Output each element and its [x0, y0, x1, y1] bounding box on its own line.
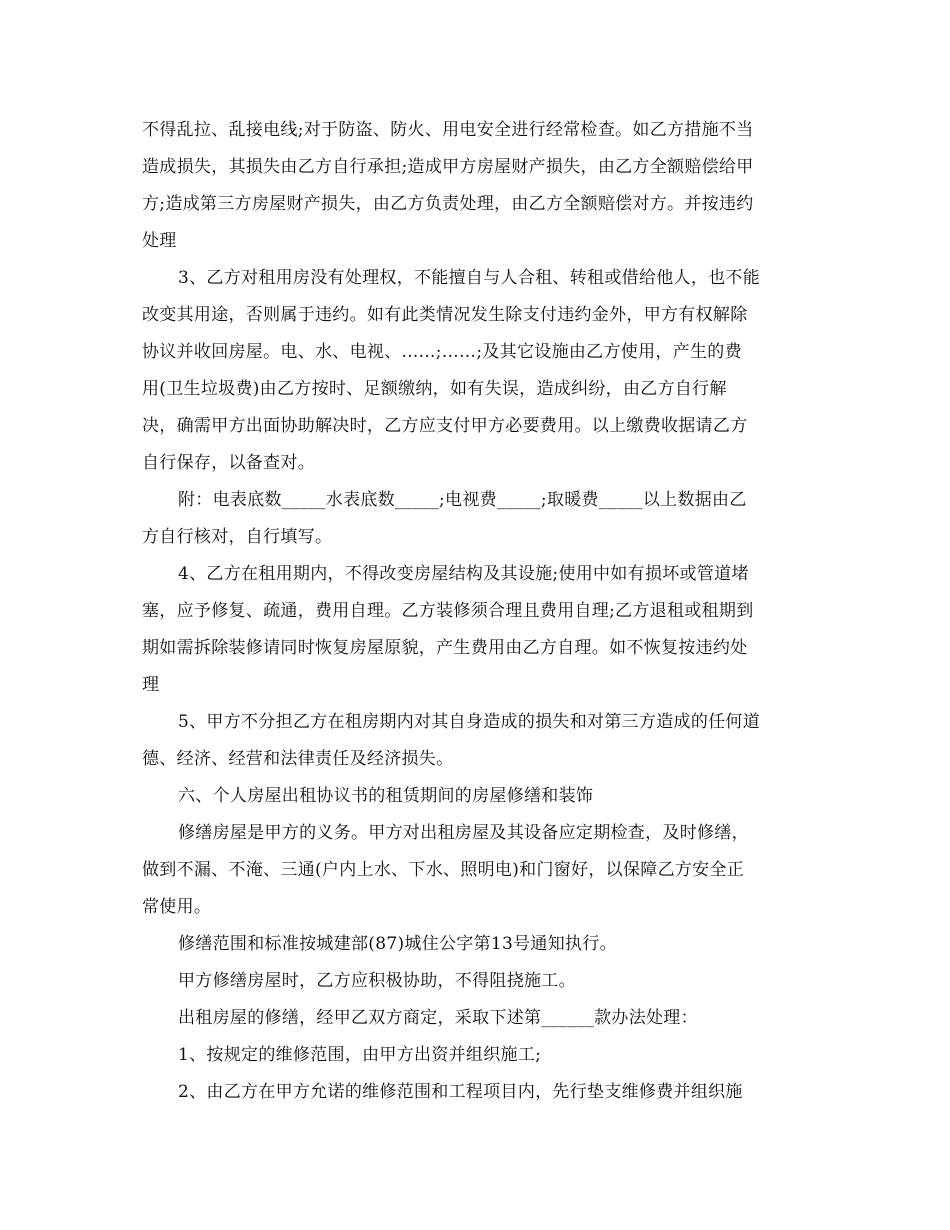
text-line: 1、按规定的维修范围，由甲方出资并组织施工; — [178, 1045, 542, 1065]
text-line: 决，确需甲方出面协助解决时，乙方应支付甲方必要费用。以上缴费收据请乙方 — [142, 416, 748, 436]
text-line: 常使用。 — [142, 897, 212, 917]
text-line: 2、由乙方在甲方允诺的维修范围和工程项目内，先行垫支维修费并组织施 — [178, 1082, 743, 1102]
text-line: 做到不漏、不淹、三通(户内上水、下水、照明电)和门窗好，以保障乙方安全正 — [142, 860, 745, 880]
text-line: 不得乱拉、乱接电线;对于防盗、防火、用电安全进行经常检查。如乙方措施不当 — [142, 120, 754, 140]
text-line: 方自行核对，自行填写。 — [142, 527, 333, 547]
text-line: 5、甲方不分担乙方在租房期内对其自身造成的损失和对第三方造成的任何道 — [178, 712, 761, 732]
text-line: 修缮房屋是甲方的义务。甲方对出租房屋及其设备应定期检查，及时修缮， — [178, 823, 749, 843]
text-line: 德、经济、经营和法律责任及经济损失。 — [142, 749, 454, 769]
text-line: 自行保存，以备查对。 — [142, 453, 315, 473]
text-line: 修缮范围和标准按城建部(87)城住公字第13号通知执行。 — [178, 934, 617, 954]
text-line: 理 — [142, 675, 160, 695]
text-line: 4、乙方在租用期内，不得改变房屋结构及其设施;使用中如有损坏或管道堵 — [178, 564, 749, 584]
text-line: 用(卫生垃圾费)由乙方按时、足额缴纳，如有失误，造成纠纷，由乙方自行解 — [142, 379, 727, 399]
text-line: 期如需拆除装修请同时恢复房屋原貌，产生费用由乙方自理。如不恢复按违约处 — [142, 638, 748, 658]
text-line: 造成损失，其损失由乙方自行承担;造成甲方房屋财产损失，由乙方全额赔偿给甲 — [142, 157, 754, 177]
text-line: 改变其用途，否则属于违约。如有此类情况发生除支付违约金外，甲方有权解除 — [142, 305, 748, 325]
text-line: 方;造成第三方房屋财产损失，由乙方负责处理，由乙方全额赔偿对方。并按违约 — [142, 194, 754, 214]
text-line: 协议并收回房屋。电、水、电视、......;……;及其它设施由乙方使用，产生的费 — [142, 342, 742, 362]
section-heading: 六、个人房屋出租协议书的租赁期间的房屋修缮和装饰 — [178, 786, 594, 806]
text-line: 处理 — [142, 231, 177, 251]
text-line: 3、乙方对租用房没有处理权，不能擅自与人合租、转租或借给他人，也不能 — [178, 268, 761, 288]
text-line: 塞，应予修复、疏通，费用自理。乙方装修须合理且费用自理;乙方退租或租期到 — [142, 601, 754, 621]
text-line: 附：电表底数_____水表底数_____;电视费_____;取暖费_____以上数据由乙 — [178, 490, 747, 510]
text-line: 出租房屋的修缮，经甲乙双方商定，采取下述第______款办法处理： — [178, 1008, 698, 1028]
text-line: 甲方修缮房屋时，乙方应积极协助，不得阻挠施工。 — [178, 971, 576, 991]
